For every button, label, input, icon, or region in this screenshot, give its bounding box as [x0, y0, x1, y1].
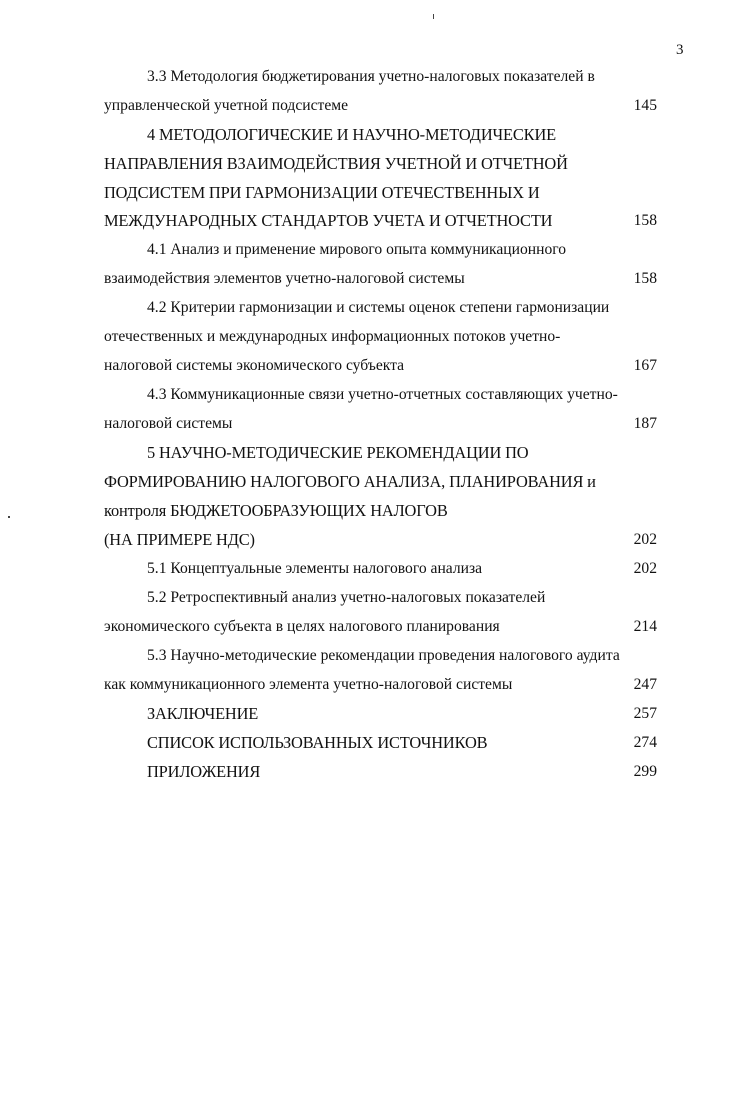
toc-page-number: 202 — [633, 531, 657, 548]
toc-entry-text: ФОРМИРОВАНИЮ НАЛОГОВОГО АНАЛИЗА, ПЛАНИРОВАНИЯ и — [104, 472, 596, 491]
toc-page-number: 257 — [633, 705, 657, 722]
toc-page-number: 167 — [633, 357, 657, 374]
toc-entry-text: налоговой системы — [104, 415, 233, 432]
toc-line — [0, 556, 733, 582]
toc-line — [0, 324, 733, 350]
toc-line — [0, 93, 733, 119]
page-number: 3 — [676, 42, 684, 58]
toc-page-number: 187 — [633, 415, 657, 432]
toc-entry-text: 4 МЕТОДОЛОГИЧЕСКИЕ И НАУЧНО-МЕТОДИЧЕСКИЕ — [147, 125, 556, 144]
toc-entry-text: 4.2 Критерии гармонизации и системы оценок степени гармонизации — [147, 299, 610, 316]
toc-entry-text: 5.2 Ретроспективный анализ учетно-налоговых показателей — [147, 589, 546, 606]
toc-line — [0, 730, 733, 756]
toc-line — [0, 411, 733, 437]
toc-line — [0, 64, 733, 90]
toc-line — [0, 672, 733, 698]
toc-line — [0, 295, 733, 321]
toc-line — [0, 469, 733, 495]
toc-line — [0, 382, 733, 408]
toc-page-number: 158 — [633, 212, 657, 229]
toc-page-number: 145 — [633, 97, 657, 114]
toc-entry-text: 5 НАУЧНО-МЕТОДИЧЕСКИЕ РЕКОМЕНДАЦИИ ПО — [147, 443, 529, 462]
toc-page-number: 158 — [633, 270, 657, 287]
toc-page-number: 247 — [633, 676, 657, 693]
toc-line — [0, 208, 733, 234]
toc-page-number: 214 — [633, 618, 657, 635]
toc-entry-text: 5.1 Концептуальные элементы налогового анализа — [147, 560, 483, 577]
toc-line — [0, 180, 733, 206]
toc-entry-text: СПИСОК ИСПОЛЬЗОВАННЫХ ИСТОЧНИКОВ — [147, 733, 488, 752]
toc-entry-text: ПОДСИСТЕМ ПРИ ГАРМОНИЗАЦИИ ОТЕЧЕСТВЕННЫХ И — [104, 183, 540, 202]
toc-entry-text: НАПРАВЛЕНИЯ ВЗАИМОДЕЙСТВИЯ УЧЕТНОЙ И ОТЧЕТНОЙ — [104, 154, 568, 173]
toc-entry-text: 4.1 Анализ и применение мирового опыта коммуникационного — [147, 241, 567, 258]
toc-entry-text: 4.3 Коммуникационные связи учетно-отчетных составляющих учетно- — [147, 386, 618, 403]
toc-line — [0, 353, 733, 379]
toc-page-number: 274 — [633, 734, 657, 751]
toc-entry-text: 3.3 Методология бюджетирования учетно-налоговых показателей в — [147, 68, 595, 85]
toc-entry-text: как коммуникационного элемента учетно-налоговой системы — [104, 676, 513, 693]
toc-entry-text: ЗАКЛЮЧЕНИЕ — [147, 704, 259, 723]
toc-entry-text: контроля БЮДЖЕТООБРАЗУЮЩИХ НАЛОГОВ — [104, 501, 448, 520]
toc-line — [0, 614, 733, 640]
toc-entry-text: (НА ПРИМЕРЕ НДС) — [104, 530, 255, 549]
toc-line — [0, 498, 733, 524]
toc-entry-text: ПРИЛОЖЕНИЯ — [147, 762, 261, 781]
toc-line — [0, 643, 733, 669]
toc-line — [0, 122, 733, 148]
toc-line — [0, 585, 733, 611]
toc-line — [0, 237, 733, 263]
toc-line — [0, 266, 733, 292]
toc-entry-text: налоговой системы экономического субъекта — [104, 357, 405, 374]
toc-page-number: 299 — [633, 763, 657, 780]
toc-page-number: 202 — [633, 560, 657, 577]
toc-line — [0, 527, 733, 553]
toc-line — [0, 701, 733, 727]
toc-entry-text: экономического субъекта в целях налогового планирования — [104, 618, 500, 635]
toc-entry-text: 5.3 Научно-методические рекомендации проведения налогового аудита — [147, 647, 620, 664]
toc-entry-text: отечественных и международных информационных потоков учетно- — [104, 328, 561, 345]
toc-entry-text: взаимодействия элементов учетно-налоговой системы — [104, 270, 465, 287]
toc-entry-text: МЕЖДУНАРОДНЫХ СТАНДАРТОВ УЧЕТА И ОТЧЕТНОСТИ — [104, 211, 553, 230]
scan-artifact-mark — [433, 14, 434, 19]
toc-entry-text: управленческой учетной подсистеме — [104, 97, 349, 114]
toc-line — [0, 151, 733, 177]
toc-line — [0, 440, 733, 466]
toc-line — [0, 759, 733, 785]
